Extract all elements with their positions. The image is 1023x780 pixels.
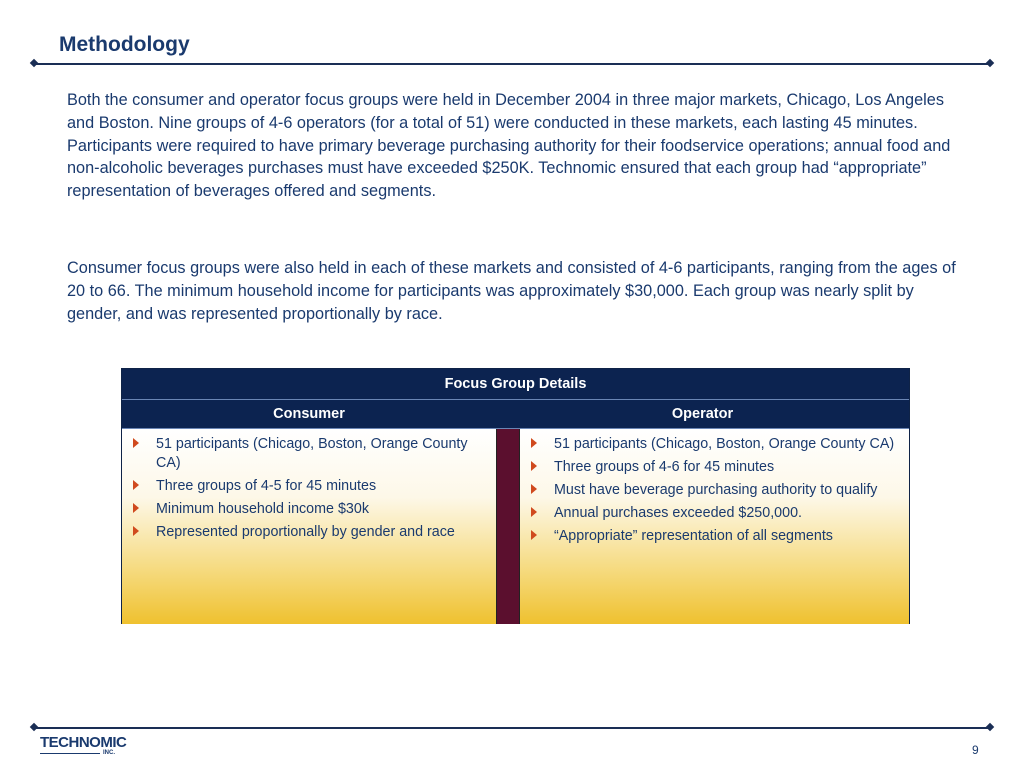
bullet-arrow-icon <box>133 480 139 490</box>
list-item: Must have beverage purchasing authority to qualify <box>530 481 899 500</box>
divider-end-right <box>986 723 994 731</box>
paragraph-consumers: Consumer focus groups were also held in each of these markets and consisted of 4-6 participants, ranging from the ages of 20 to 66. The minimum household income for participants was approximately $30,000. Each group was nearly split by gender, and was represented proportionally by race. <box>67 259 956 323</box>
consumer-column <box>122 429 496 624</box>
list-item: Three groups of 4-5 for 45 minutes <box>132 477 486 496</box>
bullet-arrow-icon <box>531 507 537 517</box>
list-item: 51 participants (Chicago, Boston, Orange County CA) <box>530 435 899 454</box>
paragraph-operators: Both the consumer and operator focus groups were held in December 2004 in three major markets, Chicago, Los Angeles and Boston. Nine groups of 4-6 operators (for a total of 51) were conducted in these markets, each lasting 45 minutes. Participants were required to have primary beverage purchasing authority for their foodservice operations; annual food and non-alcoholic beverages purchases must have exceeded $250K. Technomic ensured that each group had “appropriate” representation of beverages offered and segments. <box>67 91 951 201</box>
table-body <box>122 429 909 624</box>
bullet-arrow-icon <box>531 484 537 494</box>
column-header-consumer: Consumer <box>273 406 345 422</box>
column-header-operator: Operator <box>671 406 734 422</box>
focus-group-table <box>121 368 910 624</box>
list-item: Annual purchases exceeded $250,000. <box>530 504 899 523</box>
table-title: Focus Group Details <box>122 369 909 400</box>
bullet-arrow-icon <box>531 461 537 471</box>
list-item: 51 participants (Chicago, Boston, Orange County CA) <box>132 435 486 473</box>
page-number: 9 <box>972 743 979 757</box>
divider-end-right <box>986 59 994 67</box>
table-column-headers <box>122 400 909 429</box>
list-item: “Appropriate” representation of all segments <box>530 527 899 546</box>
logo-underline <box>40 753 100 754</box>
bullet-arrow-icon <box>531 438 537 448</box>
technomic-logo: TECHNOMIC INC. <box>40 734 127 756</box>
list-item: Minimum household income $30k <box>132 500 486 519</box>
operator-column <box>520 429 909 624</box>
bullet-arrow-icon <box>531 530 537 540</box>
list-item: Represented proportionally by gender and race <box>132 523 486 542</box>
footer-divider <box>34 727 990 729</box>
column-divider <box>496 429 520 624</box>
title-divider <box>34 63 990 65</box>
bullet-arrow-icon <box>133 526 139 536</box>
bullet-arrow-icon <box>133 438 139 448</box>
page-title: Methodology <box>59 33 190 56</box>
list-item: Three groups of 4-6 for 45 minutes <box>530 458 899 477</box>
bullet-arrow-icon <box>133 503 139 513</box>
divider-end-left <box>30 723 38 731</box>
divider-end-left <box>30 59 38 67</box>
